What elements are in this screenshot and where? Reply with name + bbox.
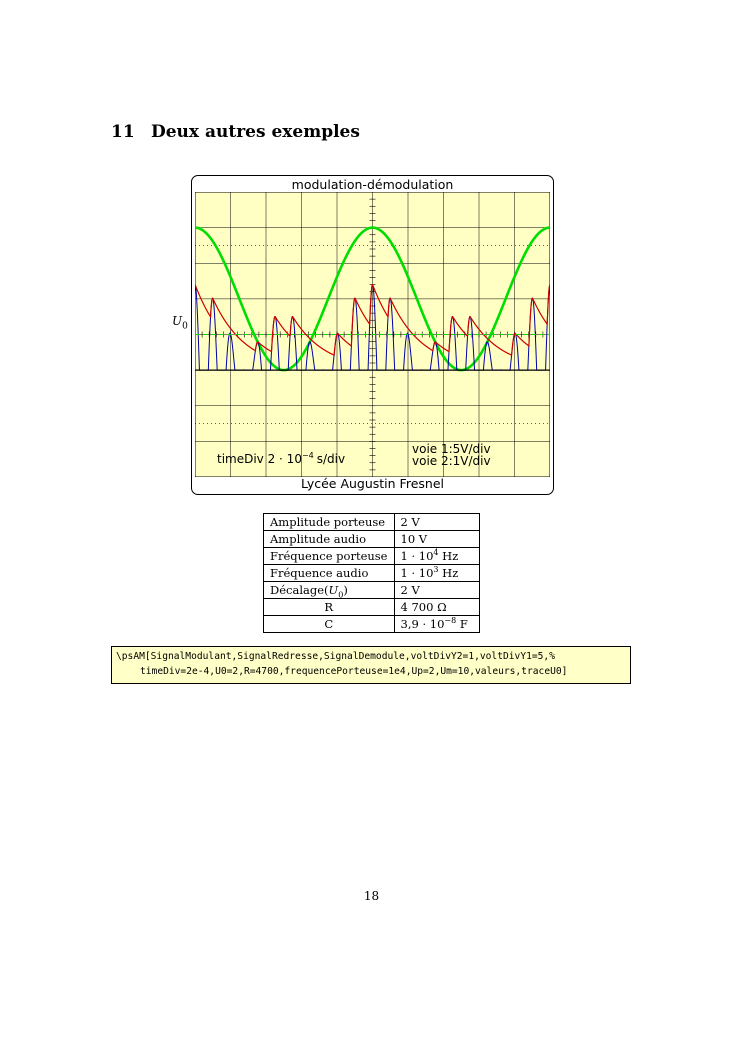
table-row	[264, 565, 480, 582]
param-value: $1 \cdot 10^4$ Hz	[394, 548, 479, 565]
table-row	[264, 531, 480, 548]
table-row	[264, 616, 480, 633]
voie2-label: voie 2:1V/div	[412, 454, 491, 468]
param-name: $Décalage(U_0)$	[264, 582, 395, 599]
param-value: 2 V	[394, 582, 479, 599]
table-row	[264, 582, 480, 599]
oscilloscope-footer: Lycée Augustin Fresnel	[301, 476, 444, 491]
param-value: 2 V	[394, 514, 479, 531]
oscilloscope-plot	[195, 192, 550, 477]
table-row	[264, 599, 480, 616]
code-line: timeDiv=2e-4,U0=2,R=4700,frequencePorteuse=1e4,Up=2,Um=10,valeurs,traceU0]	[140, 665, 568, 677]
param-value: $1 \cdot 10^3$ Hz	[394, 565, 479, 582]
param-name: R	[264, 599, 395, 616]
param-value: 4 700 Ω	[394, 599, 479, 616]
param-name: Fréquence audio	[264, 565, 395, 582]
param-value: $3,9 \cdot 10^{-8}$ F	[394, 616, 479, 633]
voie1-label: voie 1:5V/div	[412, 442, 491, 456]
page-number: 18	[363, 889, 380, 903]
oscilloscope-title: modulation-démodulation	[291, 177, 454, 192]
table-row	[264, 548, 480, 565]
parameters-table	[263, 513, 480, 633]
code-line: \psAM[SignalModulant,SignalRedresse,SignalDemodule,voltDivY2=1,voltDivY1=5,%	[116, 651, 555, 662]
section-title: Deux autres exemples	[151, 122, 360, 142]
table-row	[264, 514, 480, 531]
param-value: 10 V	[394, 531, 479, 548]
oscilloscope-figure	[191, 175, 554, 495]
param-name: Amplitude porteuse	[264, 514, 395, 531]
u0-axis-label: $U_0$	[172, 314, 188, 332]
code-listing	[111, 646, 631, 684]
param-name: Amplitude audio	[264, 531, 395, 548]
time-div-label: timeDiv $2 \cdot 10^{-4}$ s/div	[217, 451, 346, 466]
section-number: 11	[111, 122, 135, 142]
param-name: C	[264, 616, 395, 633]
section-heading	[111, 122, 360, 142]
param-name: Fréquence porteuse	[264, 548, 395, 565]
oscilloscope-screen	[195, 192, 550, 477]
